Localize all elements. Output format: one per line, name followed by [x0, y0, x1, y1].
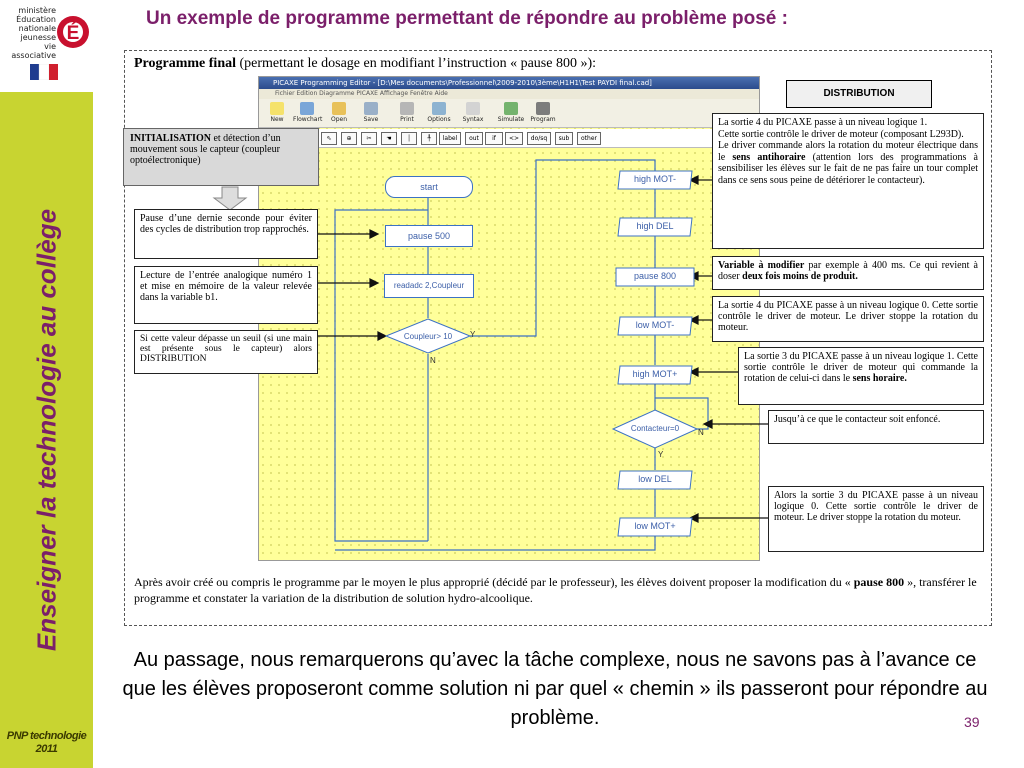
logo-line: ministère — [18, 6, 56, 15]
note-bold: sens horaire. — [852, 373, 907, 384]
toolbar-open-button[interactable]: Open — [325, 101, 353, 125]
flow-no-label: N — [430, 356, 436, 365]
note-lecture: Lecture de l’entrée analogique numéro 1 et mise en mémoire de la valeur relevée dans la variable b1. — [134, 266, 318, 324]
footer-text: Après avoir créé ou compris le programme par le moyen le plus approprié (décidé par le professeur), les élèves doivent proposer la modification du « — [134, 575, 854, 589]
note-text: La sortie 3 du PICAXE passe à un niveau logique 1. Cette sortie contrôle le driver de moteur qui commande la rotation de celui-ci dans le — [744, 351, 978, 384]
toolbar-save-button[interactable]: Save — [357, 101, 385, 125]
sidebar-footer-line2: 2011 — [35, 743, 58, 755]
toolbar-print-button[interactable]: Print — [393, 101, 421, 125]
symbol-button[interactable]: do/sq — [527, 132, 551, 145]
editor-title-bar: PICAXE Programming Editor - [D:\Mes documents\Professionnel\2009-2010\3ème\H1H1\Test PAYDI final.cad] — [259, 77, 759, 89]
note-text: Cette sortie contrôle le driver de moteur (composant L293D). — [718, 128, 964, 140]
toolbar-new-button[interactable]: New — [263, 101, 291, 125]
footer-text: », transférer le programme et constater la variation de la distribution de solution hydro-alcoolique. — [134, 575, 977, 605]
flow-start[interactable]: start — [385, 176, 473, 198]
toolbar-syntax-button[interactable]: Syntax — [459, 101, 487, 125]
symbol-button[interactable]: other — [577, 132, 601, 145]
symbol-button[interactable]: out — [465, 132, 483, 145]
note-contacteur: Jusqu’à ce que le contacteur soit enfoncé. — [768, 410, 984, 444]
heading-rest: (permettant le dosage en modifiant l’instruction « pause 800 »): — [236, 56, 597, 71]
flow-contacteur-no: N — [698, 428, 704, 437]
flow-low-mot-plus-label: low MOT+ — [634, 521, 676, 531]
init-note — [123, 128, 319, 186]
flow-low-del-label: low DEL — [638, 474, 672, 484]
logo-line: nationale — [18, 24, 56, 33]
note-text: Le driver commande alors la rotation du moteur électrique dans le — [718, 140, 978, 163]
flow-high-mot-plus-label: high MOT+ — [632, 369, 678, 379]
toolbar-flowchart-button[interactable]: Flowchart — [293, 101, 321, 125]
toolbar-program-button[interactable]: Program — [529, 101, 557, 125]
flow-high-del-label: high DEL — [636, 221, 674, 231]
svg-text:Coupleur> 10: Coupleur> 10 — [403, 332, 453, 341]
note-variable — [712, 256, 984, 290]
flow-low-mot-minus-label: low MOT- — [635, 320, 675, 330]
note-bold: deux fois moins de produit. — [742, 271, 858, 282]
toolbar-simulate-button[interactable]: Simulate — [497, 101, 525, 125]
editor-menu-bar: Fichier Edition Diagramme PICAXE Affichage Fenêtre Aide — [259, 89, 759, 99]
page-number: 39 — [964, 714, 980, 730]
symbol-button[interactable]: ╀ — [421, 132, 437, 145]
note-seuil: Si cette valeur dépasse un seuil (si une main est présente sous le capteur) alors DISTRIBUTION — [134, 330, 318, 374]
symbol-button[interactable]: label — [439, 132, 461, 145]
toolbar-options-button[interactable]: Options — [425, 101, 453, 125]
symbol-button[interactable]: ⇖ — [321, 132, 337, 145]
symbol-button[interactable]: sub — [555, 132, 573, 145]
symbol-button[interactable]: ⊕ — [341, 132, 357, 145]
flow-readadc[interactable]: readadc 2,Coupleur — [384, 274, 474, 298]
sidebar-footer-line1: PNP technologie — [6, 730, 87, 742]
symbol-button[interactable]: <> — [505, 132, 523, 145]
flow-contacteur-label: Contacteur=0 — [630, 424, 680, 433]
symbol-button[interactable]: ☚ — [381, 132, 397, 145]
page-title: Un exemple de programme permettant de répondre au problème posé : — [146, 8, 788, 29]
init-rest: et détection d’un mouvement sous le capteur (coupleur optoélectronique) — [130, 133, 281, 166]
note-text: par exemple à 400 ms. Ce qui revient à doser — [718, 260, 978, 282]
logo-line: Éducation — [16, 15, 56, 24]
heading-bold: Programme final — [134, 56, 236, 71]
vertical-title-text: Enseigner la technologie au collège — [31, 208, 62, 652]
document-footer-text — [134, 574, 986, 606]
symbol-button[interactable]: if — [485, 132, 503, 145]
flow-pause-800-label: pause 800 — [633, 271, 677, 281]
symbol-button[interactable]: ✂ — [361, 132, 377, 145]
symbol-button[interactable]: │ — [401, 132, 417, 145]
logo-line: jeunesse — [20, 33, 56, 42]
logo-letter: É — [66, 23, 80, 44]
note-sortie3-high — [738, 347, 984, 405]
flow-yes-label: Y — [470, 330, 476, 339]
note-pause: Pause d’une dernie seconde pour éviter des cycles de distribution trop rapprochés. — [134, 209, 318, 259]
slide-caption: Au passage, nous remarquerons qu’avec la tâche complexe, nous ne savons pas à l’avance ce que les élèves proposeront comme solution ni par quel « chemin » ils passeront pour répondre au problème. — [122, 649, 988, 729]
flow-high-mot-minus-label: high MOT- — [633, 174, 676, 184]
note-text: (attention lors des programmations à sensibiliser les élèves sur le fait de ne pas faire un tour complet dans ce sens sous peine de détériorer le contacteur). — [718, 151, 978, 186]
flow-contacteur-yes: Y — [658, 450, 664, 459]
note-sortie4-high — [712, 113, 984, 249]
flow-pause-500[interactable]: pause 500 — [385, 225, 473, 247]
note-sortie4-low: La sortie 4 du PICAXE passe à un niveau logique 0. Cette sortie contrôle le driver de moteur. Le driver stoppe la rotation du moteur. — [712, 296, 984, 342]
note-bold: sens antihoraire — [732, 151, 806, 163]
note-sortie3-low: Alors la sortie 3 du PICAXE passe à un niveau logique 0. Cette sortie contrôle le driver de moteur. Le driver stoppe la rotation du moteur. — [768, 486, 984, 552]
footer-bold: pause 800 — [853, 575, 905, 589]
distribution-label: DISTRIBUTION — [786, 80, 932, 108]
init-bold: INITIALISATION — [130, 133, 211, 144]
logo-line: vie associative — [11, 42, 56, 60]
note-text: La sortie 4 du PICAXE passe à un niveau logique 1. — [718, 117, 928, 128]
note-bold: Variable à modifier — [718, 260, 805, 271]
